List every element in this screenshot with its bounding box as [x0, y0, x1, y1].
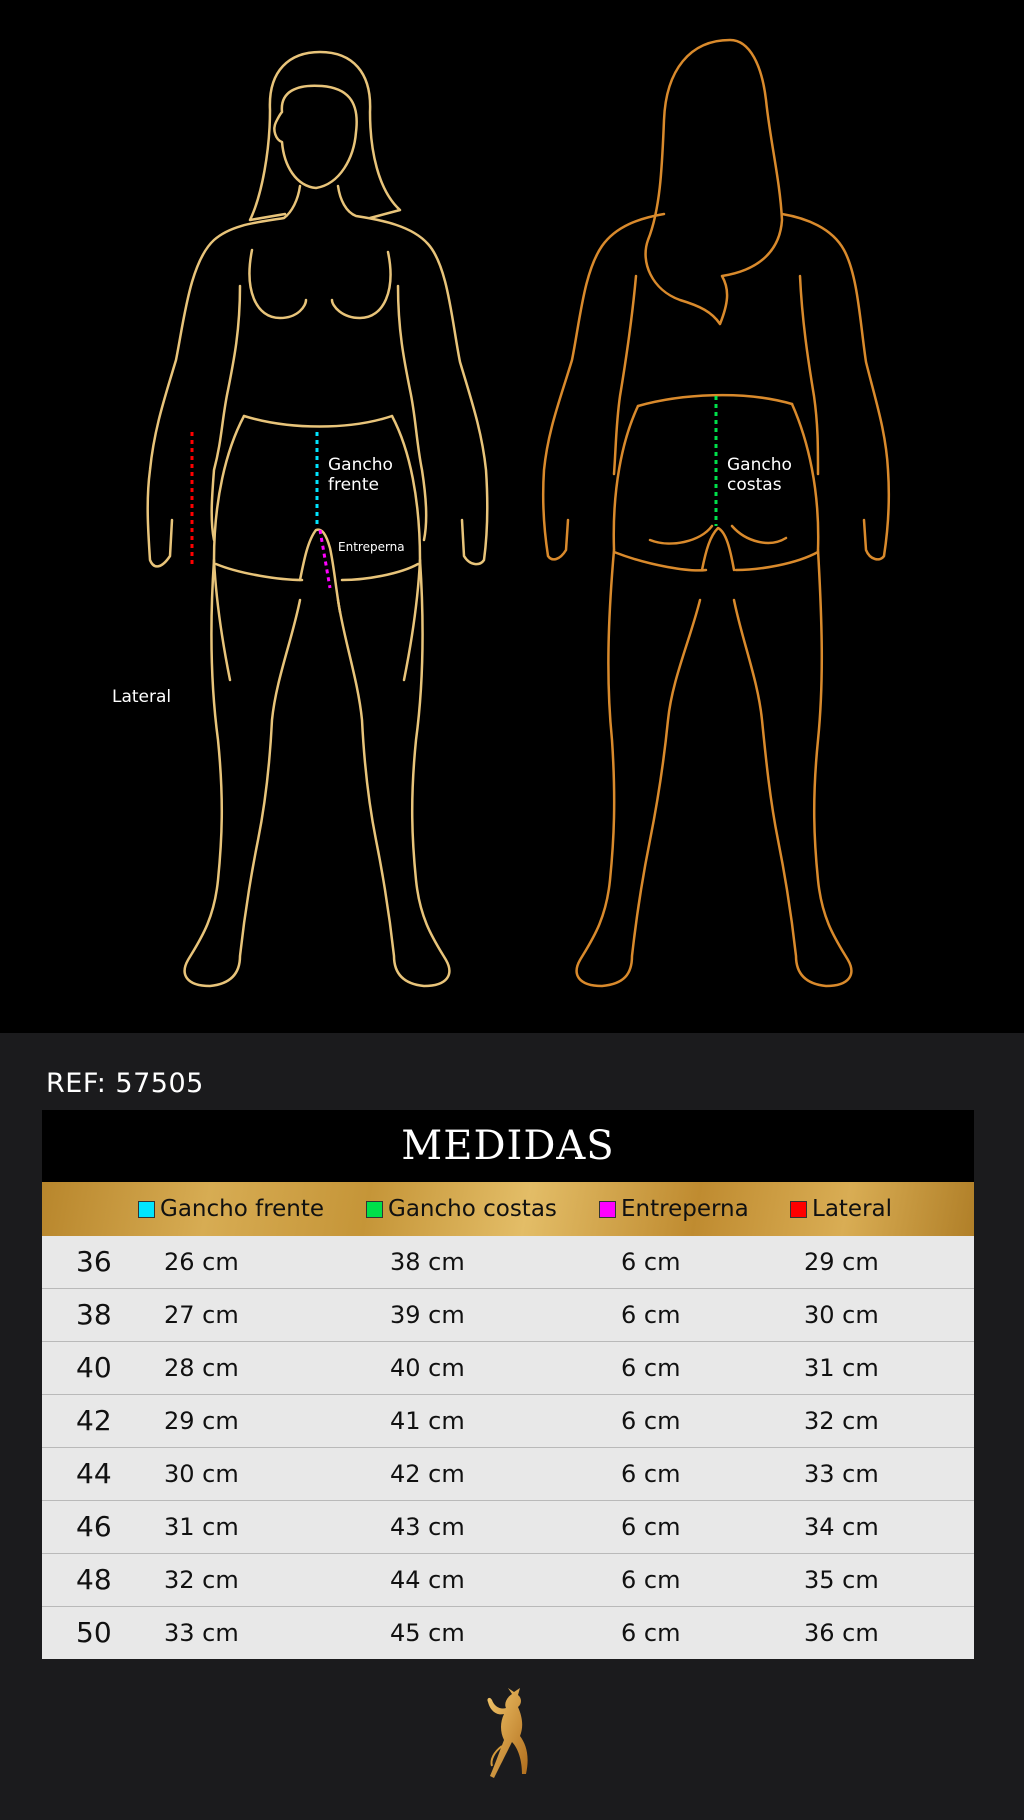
back-left-leg	[577, 550, 700, 986]
legend-entreperna	[599, 1182, 749, 1236]
gancho-frente-cell: 32 cm	[164, 1566, 239, 1594]
size-cell: 48	[76, 1563, 112, 1596]
legend-label: Lateral	[812, 1196, 893, 1222]
lateral-label: Lateral	[112, 687, 172, 707]
gancho-frente-cell: 27 cm	[164, 1301, 239, 1329]
swatch-gancho-frente	[138, 1201, 155, 1218]
lateral-cell: 30 cm	[804, 1301, 879, 1329]
table-legend	[42, 1182, 974, 1236]
entreperna-cell: 6 cm	[621, 1513, 681, 1541]
entreperna-cell: 6 cm	[621, 1354, 681, 1382]
back-crotch	[702, 528, 734, 570]
table-row	[42, 1500, 974, 1553]
entreperna-cell: 6 cm	[621, 1407, 681, 1435]
entreperna-line	[320, 530, 330, 588]
back-inner-right	[800, 276, 818, 474]
table-row	[42, 1606, 974, 1659]
table-row	[42, 1394, 974, 1447]
front-short-hem	[216, 564, 418, 580]
reference-code: REF: 57505	[46, 1068, 204, 1099]
front-body-figure	[148, 52, 488, 986]
legend-gancho-frente	[138, 1182, 324, 1236]
size-cell: 38	[76, 1298, 112, 1331]
table-row	[42, 1447, 974, 1500]
back-torso-right	[782, 214, 889, 559]
swatch-entreperna	[599, 1201, 616, 1218]
entreperna-cell: 6 cm	[621, 1248, 681, 1276]
gancho-costas-cell: 43 cm	[390, 1513, 465, 1541]
gancho-costas-cell: 45 cm	[390, 1619, 465, 1647]
lateral-cell: 32 cm	[804, 1407, 879, 1435]
back-right-leg	[734, 550, 851, 986]
front-torso	[148, 186, 300, 566]
size-cell: 50	[76, 1616, 112, 1649]
gancho-frente-label: Gancho frente	[328, 455, 393, 495]
swatch-gancho-costas	[366, 1201, 383, 1218]
gancho-frente-cell: 31 cm	[164, 1513, 239, 1541]
gancho-costas-cell: 42 cm	[390, 1460, 465, 1488]
legend-label: Gancho costas	[388, 1196, 557, 1222]
size-cell: 36	[76, 1245, 112, 1278]
table-row	[42, 1341, 974, 1394]
table-row	[42, 1236, 974, 1288]
lateral-cell: 31 cm	[804, 1354, 879, 1382]
gancho-frente-cell: 30 cm	[164, 1460, 239, 1488]
back-short-hem	[614, 552, 818, 570]
gancho-costas-cell: 44 cm	[390, 1566, 465, 1594]
gancho-costas-label: Gancho costas	[727, 455, 792, 495]
table-row	[42, 1553, 974, 1606]
table-body	[42, 1236, 974, 1659]
gancho-frente-cell: 33 cm	[164, 1619, 239, 1647]
front-bust	[250, 250, 391, 318]
size-cell: 42	[76, 1404, 112, 1437]
size-cell: 40	[76, 1351, 112, 1384]
cat-figure-logo-icon	[482, 1686, 542, 1782]
measurements-table	[42, 1110, 974, 1659]
lateral-cell: 33 cm	[804, 1460, 879, 1488]
legend-label: Entreperna	[621, 1196, 749, 1222]
lateral-cell: 34 cm	[804, 1513, 879, 1541]
front-hair	[250, 52, 400, 220]
entreperna-cell: 6 cm	[621, 1619, 681, 1647]
gancho-costas-cell: 38 cm	[390, 1248, 465, 1276]
gancho-frente-cell: 28 cm	[164, 1354, 239, 1382]
gancho-frente-cell: 29 cm	[164, 1407, 239, 1435]
front-crotch	[300, 530, 340, 612]
gancho-costas-cell: 40 cm	[390, 1354, 465, 1382]
entreperna-label: Entreperna	[338, 540, 405, 554]
back-body-figure	[543, 40, 889, 986]
gancho-costas-cell: 39 cm	[390, 1301, 465, 1329]
entreperna-cell: 6 cm	[621, 1566, 681, 1594]
front-right-leg	[338, 560, 449, 986]
table-row	[42, 1288, 974, 1341]
swatch-lateral	[790, 1201, 807, 1218]
lateral-cell: 35 cm	[804, 1566, 879, 1594]
front-waist	[244, 416, 392, 427]
size-cell: 46	[76, 1510, 112, 1543]
legend-lateral	[790, 1182, 892, 1236]
entreperna-cell: 6 cm	[621, 1460, 681, 1488]
back-hair	[646, 40, 782, 324]
legend-gancho-costas	[366, 1182, 557, 1236]
front-inner-right	[398, 286, 426, 540]
size-cell: 44	[76, 1457, 112, 1490]
entreperna-cell: 6 cm	[621, 1301, 681, 1329]
table-title: MEDIDAS	[42, 1110, 974, 1182]
gancho-costas-cell: 41 cm	[390, 1407, 465, 1435]
gancho-frente-cell: 26 cm	[164, 1248, 239, 1276]
front-left-leg	[185, 560, 300, 986]
legend-label: Gancho frente	[160, 1196, 325, 1222]
lateral-cell: 36 cm	[804, 1619, 879, 1647]
front-face	[274, 86, 356, 188]
front-torso-right	[338, 186, 487, 564]
front-inner-left	[212, 286, 240, 540]
lateral-cell: 29 cm	[804, 1248, 879, 1276]
